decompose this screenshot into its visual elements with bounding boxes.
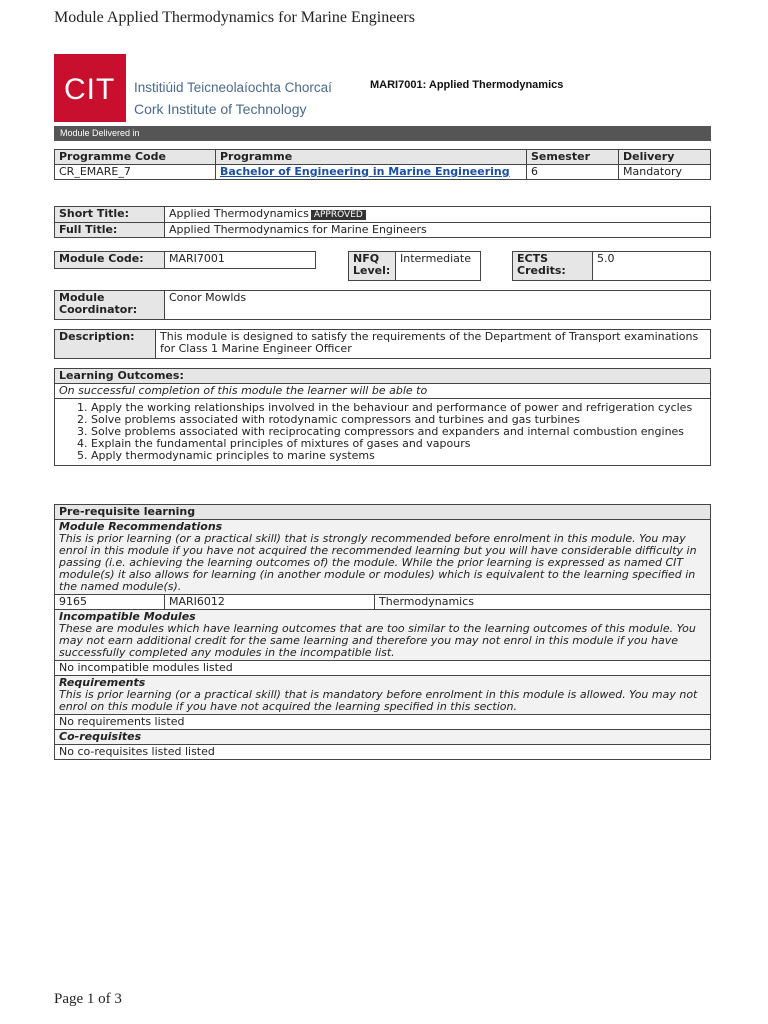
ects-value: 5.0 — [593, 252, 711, 281]
col-header-semester: Semester — [527, 150, 619, 165]
ects-label: ECTS Credits: — [513, 252, 593, 281]
prereq-title: Pre-requisite learning — [55, 505, 711, 520]
programme-code: CR_EMARE_7 — [55, 165, 216, 180]
nfq-label: NFQ Level: — [349, 252, 396, 281]
nfq-table — [348, 251, 481, 281]
rec-module-code: MARI6012 — [165, 595, 375, 610]
ects-table — [512, 251, 711, 281]
corequisites-title: Co-requisites — [55, 730, 711, 745]
logo-english-name: Cork Institute of Technology — [134, 101, 307, 117]
titles-table — [54, 206, 711, 238]
document-title: Module Applied Thermodynamics for Marine Engineers — [54, 9, 415, 26]
recommendations-title: Module Recommendations — [59, 520, 223, 533]
nfq-value: Intermediate — [396, 252, 481, 281]
module-heading: MARI7001: Applied Thermodynamics — [370, 79, 564, 91]
coordinator-label: Module Coordinator: — [55, 291, 165, 320]
learning-outcomes-title: Learning Outcomes: — [55, 369, 711, 384]
learning-outcomes-list — [59, 402, 706, 462]
full-title-value: Applied Thermodynamics for Marine Engineers — [165, 223, 711, 238]
outcome-item: 2. Solve problems associated with rotodynamic compressors and turbines and gas turbines — [91, 414, 706, 426]
requirements-value: No requirements listed — [55, 715, 711, 730]
module-code-label: Module Code: — [55, 252, 165, 269]
logo-irish-name: Institiúid Teicneolaíochta Chorcaí — [134, 80, 332, 95]
incompatible-text: These are modules which have learning outcomes that are too similar to the learning outcomes of this module. You may not earn additional credit for the same learning and therefore you may not enrol in this module if you have successfully completed any modules in the incompatible list. — [59, 622, 696, 659]
description-label: Description: — [55, 330, 156, 359]
col-header-programme: Programme — [216, 150, 527, 165]
short-title-label: Short Title: — [55, 207, 165, 223]
cit-logo-mark: CIT — [64, 73, 116, 106]
approved-badge: APPROVED — [311, 210, 366, 220]
short-title-value: Applied Thermodynamics — [169, 207, 309, 220]
coordinator-value: Conor Mowlds — [165, 291, 711, 320]
incompatible-title: Incompatible Modules — [59, 610, 196, 623]
outcome-item: 4. Explain the fundamental principles of mixtures of gases and vapours — [91, 438, 706, 450]
requirements-text: This is prior learning (or a practical skill) that is mandatory before enrolment in this module is allowed. You may not enrol on this module if you have not acquired the learning specified in this section. — [59, 688, 698, 713]
description-value: This module is designed to satisfy the requirements of the Department of Transport examinations for Class 1 Marine Engineer Officer — [156, 330, 711, 359]
programme-link[interactable]: Bachelor of Engineering in Marine Engineering — [220, 165, 510, 178]
learning-outcomes-intro: On successful completion of this module the learner will be able to — [55, 384, 711, 399]
rec-module-name: Thermodynamics — [375, 595, 711, 610]
module-code-value: MARI7001 — [165, 252, 316, 269]
requirements-title: Requirements — [59, 676, 146, 689]
module-delivered-bar: Module Delivered in — [54, 126, 711, 141]
semester-value: 6 — [527, 165, 619, 180]
incompatible-value: No incompatible modules listed — [55, 661, 711, 676]
outcome-item: 1. Apply the working relationships involved in the behaviour and performance of power and refrigeration cycles — [91, 402, 706, 414]
programme-table — [54, 149, 711, 180]
prerequisite-table — [54, 504, 711, 760]
col-header-delivery: Delivery — [619, 150, 711, 165]
corequisites-value: No co-requisites listed listed — [55, 745, 711, 760]
delivery-value: Mandatory — [619, 165, 711, 180]
rec-module-id: 9165 — [55, 595, 165, 610]
col-header-code: Programme Code — [55, 150, 216, 165]
module-code-table — [54, 251, 316, 269]
coordinator-table — [54, 290, 711, 320]
full-title-label: Full Title: — [55, 223, 165, 238]
description-table — [54, 329, 711, 359]
recommendations-text: This is prior learning (or a practical skill) that is strongly recommended before enrolment in this module. You may enrol in this module if you have not acquired the recommended learning but you will have considerable difficulty in passing (i.e. achieving the learning outcomes of) the module. While the prior learning is expressed as named CIT module(s) it also allows for learning (in another module or modules) which is equivalent to the learning specified in the named module(s). — [59, 532, 697, 593]
page-number: Page 1 of 3 — [54, 991, 122, 1007]
outcome-item: 3. Solve problems associated with reciprocating compressors and expanders and internal combustion engines — [91, 426, 706, 438]
outcome-item: 5. Apply thermodynamic principles to marine systems — [91, 450, 706, 462]
learning-outcomes-table — [54, 368, 711, 466]
